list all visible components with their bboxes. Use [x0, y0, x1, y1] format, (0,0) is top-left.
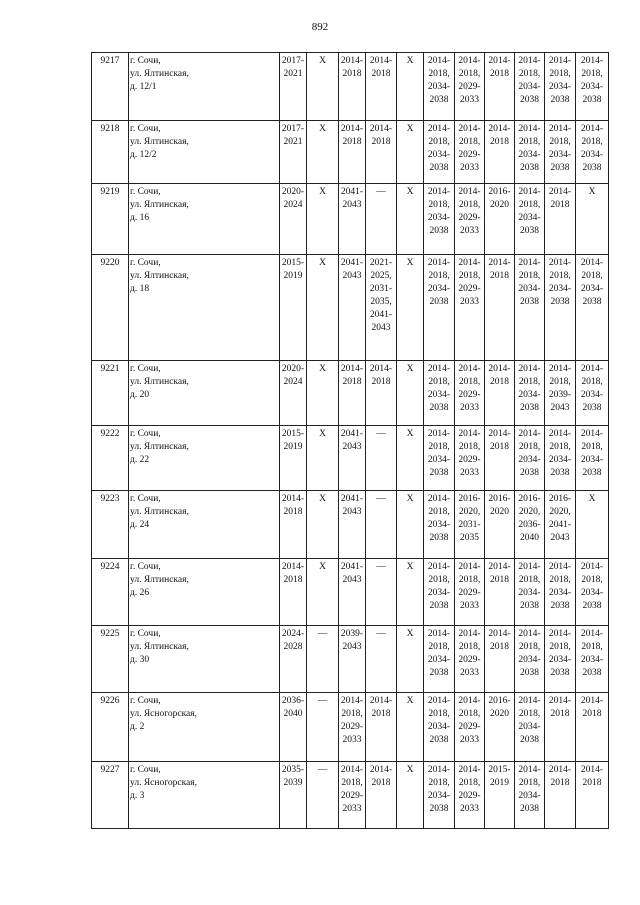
period-cell: 2014- 2018 [366, 53, 397, 121]
address-line: ул. Ялтинская, [130, 69, 189, 79]
period-cell: — [366, 426, 397, 491]
table-row [92, 53, 609, 121]
address-line: д. 12/2 [130, 150, 157, 160]
period-cell: 2039- 2043 [339, 626, 366, 693]
address-line: ул. Ялтинская, [130, 271, 189, 281]
period-cell: 2014- 2018, 2034- 2038 [515, 53, 545, 121]
period-cell: 2014- 2018 [485, 426, 515, 491]
period-cell: 2014- 2018, 2029- 2033 [455, 53, 485, 121]
period-cell: 2014- 2018, 2034- 2038 [515, 361, 545, 426]
period-cell: X [307, 491, 339, 559]
period-cell: 2014- 2018, 2034- 2038 [515, 255, 545, 361]
address-cell [129, 693, 280, 762]
period-cell: 2014- 2018 [280, 559, 307, 626]
period-cell: 2021- 2025, 2031- 2035, 2041- 2043 [366, 255, 397, 361]
row-number: 9224 [92, 559, 129, 626]
period-cell: 2014- 2018 [280, 491, 307, 559]
period-cell: 2014- 2018, 2029- 2033 [455, 693, 485, 762]
period-cell: 2014- 2018, 2034- 2038 [424, 491, 455, 559]
period-cell: 2014- 2018 [366, 762, 397, 829]
period-cell: 2035- 2039 [280, 762, 307, 829]
address-line: д. 24 [130, 520, 150, 530]
address-line: д. 22 [130, 455, 150, 465]
row-number: 9222 [92, 426, 129, 491]
address-line: д. 2 [130, 722, 145, 732]
period-cell: 2014- 2018, 2034- 2038 [545, 426, 576, 491]
table-row [92, 491, 609, 559]
address-line: ул. Ялтинская, [130, 507, 189, 517]
table-row [92, 121, 609, 184]
period-cell: 2014- 2018, 2029- 2033 [455, 426, 485, 491]
period-cell: 2014- 2018, 2029- 2033 [455, 762, 485, 829]
period-cell: 2014- 2018, 2034- 2038 [576, 559, 609, 626]
period-cell: X [397, 53, 424, 121]
period-cell: 2014- 2018, 2034- 2038 [515, 184, 545, 255]
period-cell: 2014- 2018 [485, 53, 515, 121]
period-cell: X [397, 693, 424, 762]
address-cell [129, 361, 280, 426]
period-cell: 2014- 2018 [485, 559, 515, 626]
period-cell: 2014- 2018, 2034- 2038 [576, 626, 609, 693]
period-cell: 2016- 2020, 2031- 2035 [455, 491, 485, 559]
period-cell: 2014- 2018, 2034- 2038 [424, 426, 455, 491]
period-cell: X [397, 121, 424, 184]
period-cell: 2020- 2024 [280, 184, 307, 255]
period-cell: 2017- 2021 [280, 53, 307, 121]
period-cell: 2014- 2018, 2029- 2033 [339, 762, 366, 829]
period-cell: 2015- 2019 [280, 426, 307, 491]
period-cell: 2014- 2018 [485, 626, 515, 693]
address-cell [129, 626, 280, 693]
period-cell: 2014- 2018, 2034- 2038 [424, 255, 455, 361]
table-row [92, 184, 609, 255]
period-cell: 2014- 2018, 2034- 2038 [424, 626, 455, 693]
table-row [92, 693, 609, 762]
period-cell: 2015- 2019 [280, 255, 307, 361]
period-cell: X [307, 184, 339, 255]
period-cell: 2014- 2018, 2034- 2038 [515, 121, 545, 184]
period-cell: 2014- 2018, 2029- 2033 [455, 559, 485, 626]
period-cell: — [366, 184, 397, 255]
period-cell: — [307, 762, 339, 829]
address-line: г. Сочи, [130, 56, 161, 66]
period-cell: 2014- 2018 [485, 255, 515, 361]
period-cell: 2014- 2018, 2034- 2038 [576, 426, 609, 491]
address-line: г. Сочи, [130, 696, 161, 706]
address-line: ул. Ялтинская, [130, 442, 189, 452]
period-cell: 2014- 2018 [339, 361, 366, 426]
period-cell: 2016- 2020, 2041- 2043 [545, 491, 576, 559]
address-line: д. 26 [130, 588, 150, 598]
period-cell: 2014- 2018 [576, 693, 609, 762]
address-line: г. Сочи, [130, 364, 161, 374]
address-line: г. Сочи, [130, 562, 161, 572]
address-line: г. Сочи, [130, 187, 161, 197]
period-cell: 2014- 2018, 2034- 2038 [424, 184, 455, 255]
period-cell: 2014- 2018, 2034- 2038 [515, 762, 545, 829]
table-row [92, 426, 609, 491]
row-number: 9221 [92, 361, 129, 426]
address-line: ул. Ясногорская, [130, 709, 198, 719]
address-cell [129, 184, 280, 255]
period-cell: X [307, 255, 339, 361]
address-line: ул. Ялтинская, [130, 642, 189, 652]
address-cell [129, 255, 280, 361]
period-cell: 2014- 2018, 2029- 2033 [455, 255, 485, 361]
period-cell: 2014- 2018, 2029- 2033 [455, 184, 485, 255]
period-cell: 2036- 2040 [280, 693, 307, 762]
table-row [92, 255, 609, 361]
period-cell: 2014- 2018, 2034- 2038 [424, 559, 455, 626]
period-cell: 2014- 2018, 2034- 2038 [545, 255, 576, 361]
address-cell [129, 559, 280, 626]
period-cell: X [307, 426, 339, 491]
period-cell: 2014- 2018 [366, 121, 397, 184]
period-cell: 2041- 2043 [339, 184, 366, 255]
period-cell: 2014- 2018, 2034- 2038 [545, 559, 576, 626]
period-cell: 2014- 2018 [485, 361, 515, 426]
period-cell: 2016- 2020 [485, 693, 515, 762]
period-cell: 2016- 2020 [485, 184, 515, 255]
row-number: 9225 [92, 626, 129, 693]
period-cell: 2014- 2018, 2034- 2038 [424, 361, 455, 426]
period-cell: 2014- 2018, 2034- 2038 [576, 255, 609, 361]
period-cell: X [397, 361, 424, 426]
period-cell: 2041- 2043 [339, 491, 366, 559]
address-line: ул. Ясногорская, [130, 778, 198, 788]
period-cell: X [307, 559, 339, 626]
period-cell: 2014- 2018 [545, 184, 576, 255]
period-cell: — [366, 626, 397, 693]
period-cell: 2014- 2018, 2034- 2038 [424, 762, 455, 829]
period-cell: X [576, 184, 609, 255]
address-line: ул. Ялтинская, [130, 200, 189, 210]
address-line: ул. Ялтинская, [130, 377, 189, 387]
row-number: 9217 [92, 53, 129, 121]
period-cell: 2014- 2018 [339, 121, 366, 184]
period-cell: 2014- 2018, 2034- 2038 [576, 121, 609, 184]
period-cell: X [397, 626, 424, 693]
period-cell: 2020- 2024 [280, 361, 307, 426]
row-number: 9220 [92, 255, 129, 361]
period-cell: — [307, 626, 339, 693]
period-cell: 2014- 2018, 2034- 2038 [576, 53, 609, 121]
address-line: д. 12/1 [130, 82, 157, 92]
period-cell: 2041- 2043 [339, 426, 366, 491]
period-cell: 2014- 2018, 2034- 2038 [576, 361, 609, 426]
period-cell: 2014- 2018, 2034- 2038 [515, 626, 545, 693]
period-cell: — [366, 491, 397, 559]
row-number: 9226 [92, 693, 129, 762]
period-cell: 2014- 2018 [339, 53, 366, 121]
address-line: г. Сочи, [130, 429, 161, 439]
address-cell [129, 121, 280, 184]
address-line: ул. Ялтинская, [130, 575, 189, 585]
period-cell: 2014- 2018, 2034- 2038 [424, 121, 455, 184]
period-cell: X [397, 762, 424, 829]
period-cell: 2014- 2018, 2039- 2043 [545, 361, 576, 426]
period-cell: X [397, 184, 424, 255]
housing-repair-schedule-table [91, 52, 609, 829]
period-cell: 2014- 2018 [545, 762, 576, 829]
period-cell: 2014- 2018 [545, 693, 576, 762]
period-cell: 2014- 2018, 2034- 2038 [545, 626, 576, 693]
period-cell: 2014- 2018, 2034- 2038 [424, 53, 455, 121]
period-cell: 2014- 2018, 2029- 2033 [339, 693, 366, 762]
address-line: г. Сочи, [130, 258, 161, 268]
row-number: 9223 [92, 491, 129, 559]
row-number: 9227 [92, 762, 129, 829]
table-row [92, 559, 609, 626]
address-cell [129, 491, 280, 559]
period-cell: 2014- 2018, 2034- 2038 [545, 121, 576, 184]
address-line: д. 16 [130, 213, 150, 223]
period-cell: — [366, 559, 397, 626]
table-row [92, 361, 609, 426]
address-line: д. 20 [130, 390, 150, 400]
table-row [92, 626, 609, 693]
address-line: г. Сочи, [130, 765, 161, 775]
address-line: д. 3 [130, 791, 145, 801]
page-number: 892 [311, 21, 329, 33]
period-cell: X [307, 361, 339, 426]
period-cell: 2041- 2043 [339, 559, 366, 626]
period-cell: 2014- 2018 [485, 121, 515, 184]
period-cell: 2017- 2021 [280, 121, 307, 184]
period-cell: 2014- 2018, 2034- 2038 [515, 426, 545, 491]
address-cell [129, 426, 280, 491]
row-number: 9218 [92, 121, 129, 184]
address-line: г. Сочи, [130, 494, 161, 504]
period-cell: 2014- 2018 [366, 693, 397, 762]
period-cell: 2041- 2043 [339, 255, 366, 361]
period-cell: 2015- 2019 [485, 762, 515, 829]
period-cell: 2014- 2018, 2029- 2033 [455, 361, 485, 426]
period-cell: X [307, 53, 339, 121]
period-cell: 2014- 2018 [576, 762, 609, 829]
period-cell: 2016- 2020, 2036- 2040 [515, 491, 545, 559]
address-line: ул. Ялтинская, [130, 137, 189, 147]
table-row [92, 762, 609, 829]
period-cell: 2016- 2020 [485, 491, 515, 559]
address-cell [129, 53, 280, 121]
period-cell: 2014- 2018, 2029- 2033 [455, 626, 485, 693]
period-cell: 2014- 2018, 2029- 2033 [455, 121, 485, 184]
period-cell: 2014- 2018, 2034- 2038 [545, 53, 576, 121]
row-number: 9219 [92, 184, 129, 255]
address-line: г. Сочи, [130, 629, 161, 639]
period-cell: X [397, 426, 424, 491]
address-line: д. 30 [130, 655, 150, 665]
period-cell: X [576, 491, 609, 559]
period-cell: 2014- 2018, 2034- 2038 [424, 693, 455, 762]
address-cell [129, 762, 280, 829]
address-line: д. 18 [130, 284, 150, 294]
period-cell: 2014- 2018, 2034- 2038 [515, 559, 545, 626]
period-cell: X [307, 121, 339, 184]
period-cell: X [397, 491, 424, 559]
period-cell: 2014- 2018 [366, 361, 397, 426]
address-line: г. Сочи, [130, 124, 161, 134]
period-cell: X [397, 559, 424, 626]
period-cell: 2014- 2018, 2034- 2038 [515, 693, 545, 762]
period-cell: 2024- 2028 [280, 626, 307, 693]
period-cell: X [397, 255, 424, 361]
period-cell: — [307, 693, 339, 762]
